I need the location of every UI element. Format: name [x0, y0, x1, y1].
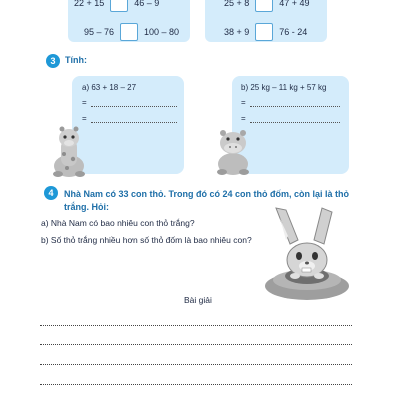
- compare-expr: 76 - 24: [279, 27, 308, 37]
- section-3-title: Tính:: [65, 55, 87, 65]
- section-3a-eq2: =: [82, 114, 87, 123]
- compare-row-2-right: [224, 23, 307, 41]
- compare-expr: 38 + 9: [224, 27, 250, 37]
- question-a: a) Nhà Nam có bao nhiêu con thỏ trắng?: [41, 218, 195, 228]
- compare-expr: 25 + 8: [224, 0, 250, 8]
- answer-line[interactable]: [250, 122, 340, 123]
- answer-line[interactable]: [91, 106, 177, 107]
- compare-answer-box[interactable]: [255, 0, 273, 12]
- section-4-badge: 4: [44, 186, 58, 200]
- compare-answer-box[interactable]: [255, 23, 273, 41]
- answer-line[interactable]: [250, 106, 340, 107]
- section-3-badge: 3: [46, 54, 60, 68]
- compare-row-1-left: [74, 0, 159, 12]
- rabbit-icon: [262, 206, 352, 302]
- section-3b-eq2: =: [241, 114, 246, 123]
- compare-answer-box[interactable]: [110, 0, 128, 12]
- answer-line[interactable]: [40, 344, 352, 345]
- question-b: b) Số thỏ trắng nhiều hơn số thỏ đốm là bao nhiêu con?: [41, 235, 252, 245]
- answer-line[interactable]: [40, 384, 352, 385]
- section-3a-eq1: =: [82, 98, 87, 107]
- compare-expr: 47 + 49: [279, 0, 310, 8]
- answer-line[interactable]: [91, 122, 177, 123]
- compare-expr: 46 – 9: [134, 0, 160, 8]
- compare-expr: 95 – 76: [84, 27, 115, 37]
- section-3a-expr: a) 63 + 18 – 27: [82, 83, 137, 92]
- section-3b-expr: b) 25 kg – 11 kg + 57 kg: [241, 83, 327, 92]
- compare-expr: 100 – 80: [144, 27, 180, 37]
- section-3b-eq1: =: [241, 98, 246, 107]
- compare-answer-box[interactable]: [120, 23, 138, 41]
- compare-row-2-left: [84, 23, 179, 41]
- answer-line[interactable]: [40, 364, 352, 365]
- compare-expr: 22 + 15: [74, 0, 105, 8]
- solution-label: Bài giải: [184, 295, 212, 305]
- compare-row-1-right: [224, 0, 310, 12]
- section-4-title-line1: Nhà Nam có 33 con thỏ. Trong đó có 24 con thỏ đốm, còn lại là thỏ: [64, 189, 350, 199]
- answer-line[interactable]: [40, 325, 352, 326]
- giraffe-toy-icon: [48, 126, 90, 178]
- section-4-title-line2: trắng. Hỏi:: [64, 202, 109, 212]
- hippo-toy-icon: [212, 128, 254, 176]
